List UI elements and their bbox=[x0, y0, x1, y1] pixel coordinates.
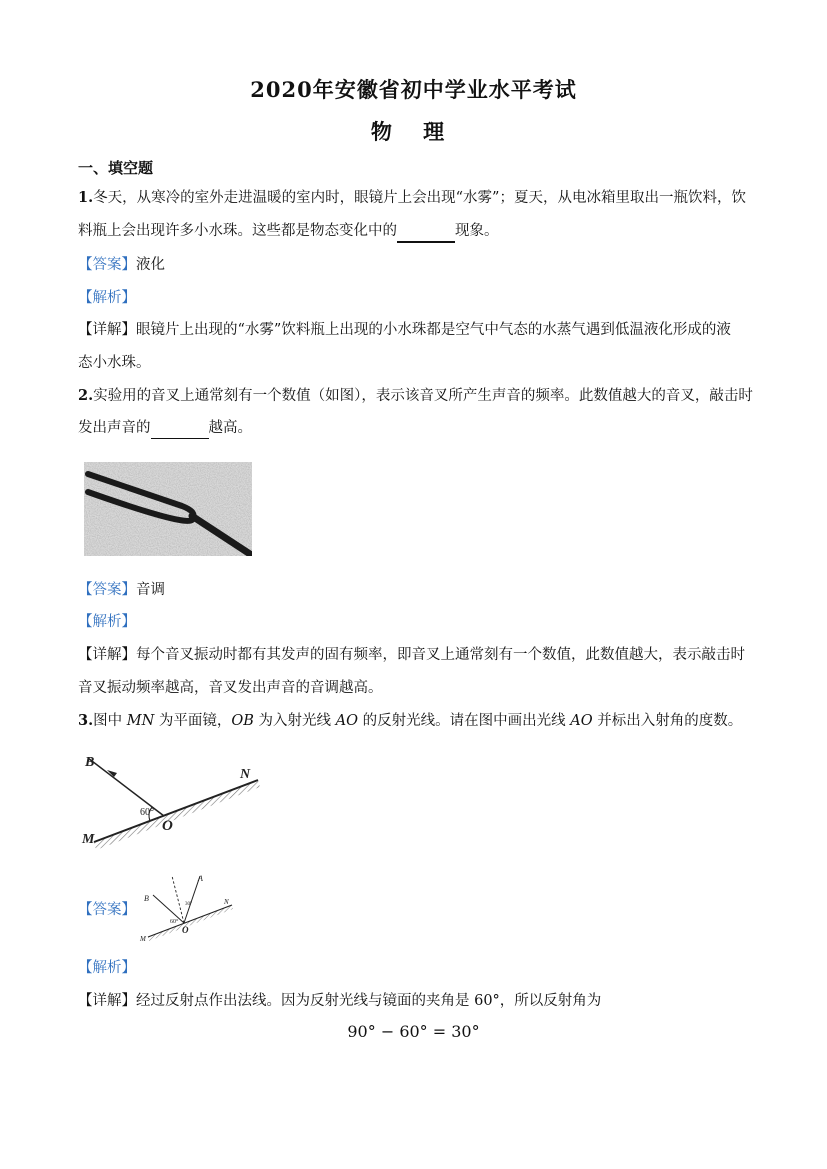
q1-text-line2b: 现象。 bbox=[455, 223, 499, 239]
q3-text-c: 为入射光线 bbox=[253, 713, 336, 729]
q1-detail-text2: 态小水珠。 bbox=[78, 355, 151, 371]
q1-text-line2a: 料瓶上会出现许多小水珠。这些都是物态变化中的 bbox=[78, 223, 397, 239]
answer-normal-line bbox=[172, 876, 184, 923]
q2-answer-tag: 【答案】 bbox=[78, 582, 136, 598]
q2-answer-blank bbox=[151, 418, 209, 439]
answer-label-n: N bbox=[224, 898, 229, 906]
answer-label-o: O bbox=[182, 925, 189, 935]
mirror-hatch bbox=[94, 780, 260, 850]
q3-ao1: AO bbox=[335, 713, 359, 729]
q2-detail-text1: 每个音叉振动时都有其发声的固有频率，即音叉上通常刻有一个数值，此数值越大，表示敲击时 bbox=[136, 647, 745, 663]
q2-answer-row bbox=[78, 580, 753, 600]
q3-mn: MN bbox=[126, 713, 155, 729]
label-b: B bbox=[85, 755, 95, 770]
q3-answer-tag: 【答案】 bbox=[78, 902, 136, 918]
q1-line1 bbox=[78, 188, 753, 208]
q1-answer: 液化 bbox=[136, 257, 165, 273]
q3-ao2: AO bbox=[570, 713, 593, 729]
label-m: M bbox=[82, 832, 95, 847]
answer-label-angle2: 30° bbox=[185, 902, 192, 907]
answer-reflected-ray bbox=[153, 895, 184, 923]
q2-detail-line1 bbox=[78, 645, 753, 665]
answer-label-b: B bbox=[144, 894, 149, 903]
q1-number: 1. bbox=[78, 189, 94, 206]
subject-title: 物 理 bbox=[370, 119, 457, 144]
answer-label-m: M bbox=[140, 935, 146, 943]
tuning-fork-photo bbox=[84, 462, 252, 556]
label-angle: 60° bbox=[140, 807, 154, 818]
q3-ob: OB bbox=[231, 713, 254, 729]
q2-analysis-tag: 【解析】 bbox=[78, 614, 136, 630]
q2-text-line2a: 发出声音的 bbox=[78, 420, 151, 436]
q2-number: 2. bbox=[78, 387, 94, 404]
q2-detail-text2: 音叉振动频率越高，音叉发出声音的音调越高。 bbox=[78, 680, 383, 696]
q1-detail-text1: 眼镜片上出现的“水雾”饮料瓶上出现的小水珠都是空气中气态的水蒸气遇到低温液化形成的液 bbox=[136, 322, 731, 338]
q3-text-a: 图中 bbox=[93, 713, 127, 729]
q2-detail-line2 bbox=[78, 678, 753, 698]
q3-equation: 90° − 60° = 30° bbox=[347, 1022, 480, 1041]
q3-analysis-tag: 【解析】 bbox=[78, 960, 136, 976]
q2-analysis-row bbox=[78, 612, 753, 632]
q1-answer-row bbox=[78, 255, 753, 275]
q1-analysis-row bbox=[78, 288, 753, 308]
mirror-diagram bbox=[78, 746, 264, 858]
answer-mirror-hatch bbox=[148, 905, 233, 941]
q3-text-e: 并标出入射角的度数。 bbox=[592, 713, 743, 729]
q1-detail-tag: 【详解】 bbox=[78, 322, 136, 338]
q3-analysis-row bbox=[78, 958, 753, 978]
q3-detail-line1 bbox=[78, 991, 753, 1011]
q3-text-d: 的反射光线。请在图中画出光线 bbox=[358, 713, 571, 729]
q2-line2 bbox=[78, 418, 753, 439]
q1-text-line1: 冬天，从寒冷的室外走进温暖的室内时，眼镜片上会出现“水雾”；夏天，从电冰箱里取出一瓶饮料，饮 bbox=[93, 190, 746, 206]
answer-diagram bbox=[138, 871, 238, 943]
answer-mirror bbox=[148, 905, 232, 937]
section-heading: 一、填空题 bbox=[78, 159, 154, 177]
q1-answer-blank bbox=[397, 221, 455, 243]
answer-incident-ray-ao bbox=[184, 876, 200, 923]
q1-answer-tag: 【答案】 bbox=[78, 257, 136, 273]
q3-number: 3. bbox=[78, 712, 94, 729]
q2-answer: 音调 bbox=[136, 582, 165, 598]
q1-detail-line2 bbox=[78, 353, 753, 373]
q2-text-line1: 实验用的音叉上通常刻有一个数值（如图），表示该音叉所产生声音的频率。此数值越大的音叉，敲击时 bbox=[93, 388, 753, 404]
q2-text-line2b: 越高。 bbox=[208, 420, 252, 436]
q2-line1 bbox=[78, 386, 753, 406]
q1-analysis-tag: 【解析】 bbox=[78, 290, 136, 306]
label-n: N bbox=[240, 767, 251, 782]
q3-text-b: 为平面镜， bbox=[154, 713, 232, 729]
answer-label-angle: 60° bbox=[170, 919, 179, 925]
q1-detail-line1 bbox=[78, 320, 753, 340]
exam-title: 2020年安徽省初中学业水平考试 bbox=[250, 77, 577, 102]
q2-detail-tag: 【详解】 bbox=[78, 647, 136, 663]
q3-line1 bbox=[78, 711, 753, 731]
mirror-surface-mn bbox=[94, 780, 258, 842]
label-o: O bbox=[162, 818, 173, 834]
q3-detail-text1: 经过反射点作出法线。因为反射光线与镜面的夹角是 60°，所以反射角为 bbox=[136, 993, 602, 1009]
q1-line2 bbox=[78, 221, 753, 243]
answer-label-a: A bbox=[198, 874, 203, 883]
q3-detail-tag: 【详解】 bbox=[78, 993, 136, 1009]
